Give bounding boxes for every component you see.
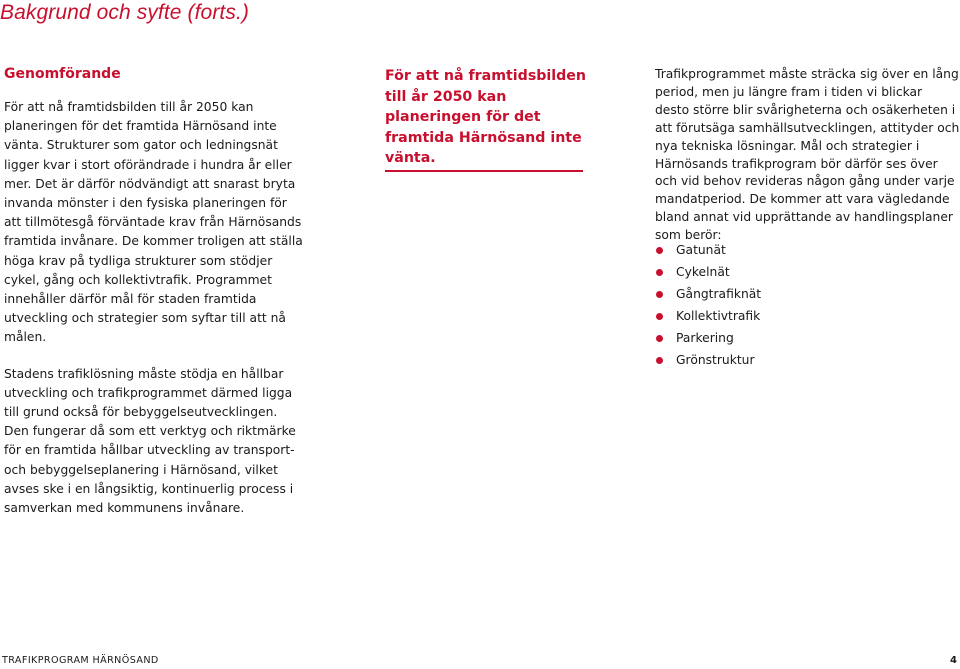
section-heading: Genomförande bbox=[4, 66, 121, 82]
right-paragraph: Trafikprogrammet måste sträcka sig över en lång period, men ju längre fram i tiden vi blickar desto större blir svårigheterna och osäkerheten i att förutsäga samhällsutvecklingen, attityder och nya tekniska lösningar. Mål och strategier i Härnösands trafikprogram bör därför ses över och vid behov revideras någon gång under varje mandatperiod. De kommer att vara vägledande bland annat vid upprättande av handlingsplaner som berör: bbox=[655, 67, 960, 243]
bullet-list bbox=[655, 240, 761, 371]
list-item bbox=[655, 328, 761, 350]
quote-divider bbox=[385, 170, 583, 172]
bullet-icon bbox=[656, 335, 663, 342]
list-item-label: Gatunät bbox=[676, 243, 726, 257]
body-paragraph-1: För att nå framtidsbilden till år 2050 kan planeringen för det framtida Härnösand inte vänta. Strukturer som gator och ledningsnät ligger kvar i stort oförändrade i hundra år eller mer. Det är därför nödvändigt att snarast bryta invanda mönster i den fysiska planeringen för att tillmötesgå förväntade krav från Härnösands framtida invånare. De kommer troligen att ställa höga krav på tydliga strukturer som stödjer cykel, gång och kollektivtrafik. Programmet innehåller därför mål för staden framtida utveckling och strategier som syftar till att nå målen. bbox=[4, 100, 303, 345]
page-title: Bakgrund och syfte (forts.) bbox=[0, 1, 249, 24]
bullet-icon bbox=[656, 313, 663, 320]
pull-quote: För att nå framtidsbilden till år 2050 kan planeringen för det framtida Härnösand inte vänta. bbox=[385, 68, 587, 166]
bullet-icon bbox=[656, 291, 663, 298]
page-number: 4 bbox=[950, 655, 957, 666]
left-column bbox=[4, 64, 304, 535]
right-column bbox=[655, 66, 960, 245]
bullet-icon bbox=[656, 247, 663, 254]
list-item bbox=[655, 284, 761, 306]
list-item-label: Parkering bbox=[676, 330, 734, 345]
bullet-icon bbox=[656, 357, 663, 364]
list-item bbox=[655, 350, 761, 372]
bullet-icon bbox=[656, 269, 663, 276]
body-paragraph-2: Stadens trafiklösning måste stödja en hållbar utveckling och trafikprogrammet därmed ligga till grund också för bebyggelseutvecklingen. Den fungerar då som ett verktyg och riktmärke för en framtida hållbar utveckling av transport- och bebyggelseplanering i Härnösand, vilket avses ske i en långsiktig, kontinuerlig process i samverkan med kommunens invånare. bbox=[4, 366, 296, 516]
list-item-label: Grönstruktur bbox=[676, 352, 755, 367]
list-item bbox=[655, 306, 761, 328]
footer-title: TRAFIKPROGRAM HÄRNÖSAND bbox=[2, 655, 159, 666]
list-item bbox=[655, 240, 761, 262]
list-item-label: Gångtrafiknät bbox=[676, 286, 762, 301]
list-item-label: Cykelnät bbox=[676, 264, 730, 279]
middle-column bbox=[385, 66, 595, 169]
list-item-label: Kollektivtrafik bbox=[676, 308, 761, 323]
list-item bbox=[655, 262, 761, 284]
